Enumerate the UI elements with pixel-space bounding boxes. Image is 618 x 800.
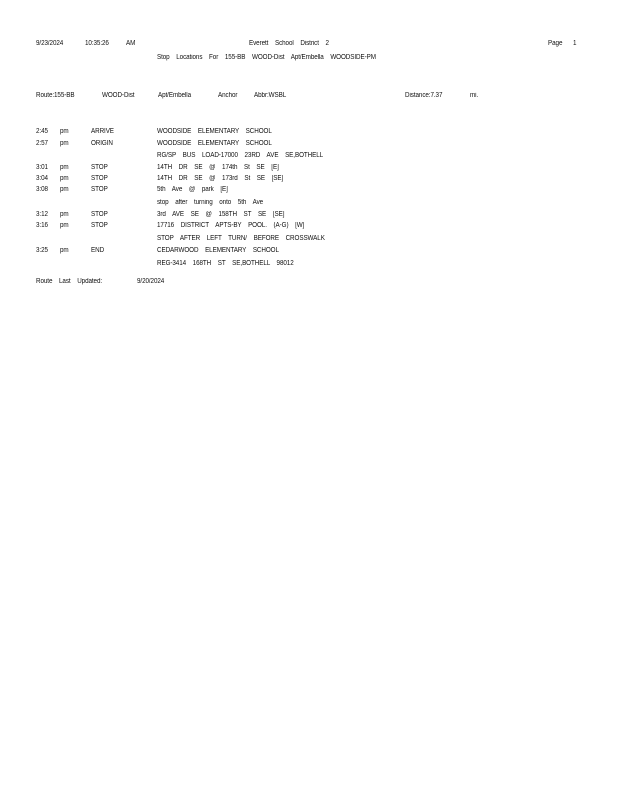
report-ampm: AM [126,40,136,47]
stop-type: STOP [91,222,108,229]
stop-type: ORIGIN [91,140,113,147]
stop-description: STOP AFTER LEFT TURN/ BEFORE CROSSWALK [157,235,325,242]
stop-description: WOODSIDE ELEMENTARY SCHOOL [157,140,272,147]
route-abbr: Abbr:WSBL [254,92,287,99]
stop-time: 3:08 [36,186,48,193]
route-id: Route:155-BB [36,92,75,99]
stop-time: 3:25 [36,247,48,254]
stop-description: 14TH DR SE @ 173rd St SE [SE] [157,175,284,182]
page-number: 1 [573,40,577,47]
page-label: Page [548,40,563,47]
report-date: 9/23/2024 [36,40,64,47]
stop-ampm: pm [60,222,69,229]
distance-unit: mi. [470,92,479,99]
stop-type: STOP [91,211,108,218]
stop-ampm: pm [60,140,69,147]
stop-time: 2:57 [36,140,48,147]
stop-description: WOODSIDE ELEMENTARY SCHOOL [157,128,272,135]
stop-time: 3:12 [36,211,48,218]
stop-description: 3rd AVE SE @ 158TH ST SE [SE] [157,211,285,218]
stop-description: stop after turning onto 5th Ave [157,199,264,206]
stop-type: END [91,247,105,254]
stop-ampm: pm [60,247,69,254]
report-time: 10:35:26 [85,40,109,47]
stop-time: 3:16 [36,222,48,229]
report-subtitle: Stop Locations For 155-BB WOOD-Dist Apt/Embella WOODSIDE-PM [157,54,376,61]
stop-description: CEDARWOOD ELEMENTARY SCHOOL [157,247,279,254]
route-apt: Apt/Embella [158,92,191,99]
stop-description: 14TH DR SE @ 174th St SE [E] [157,164,279,171]
stop-time: 3:04 [36,175,48,182]
stop-ampm: pm [60,164,69,171]
stop-description: 17716 DISTRICT APTS-BY POOL. (A-G) [W] [157,222,305,229]
stop-ampm: pm [60,175,69,182]
stop-ampm: pm [60,211,69,218]
stop-description: 5th Ave @ park [E] [157,186,228,193]
route-dist: WOOD-Dist [102,92,135,99]
district-title: Everett School District 2 [249,40,329,47]
stop-ampm: pm [60,186,69,193]
route-distance: Distance:7.37 [405,92,443,99]
stop-description: RG/SP BUS LOAD-17000 23RD AVE SE,BOTHELL [157,152,324,159]
stop-ampm: pm [60,128,69,135]
stop-time: 3:01 [36,164,48,171]
route-anchor: Anchor [218,92,238,99]
stop-time: 2:45 [36,128,48,135]
stop-type: STOP [91,186,108,193]
stop-type: STOP [91,175,108,182]
stop-description: REG-3414 168TH ST SE,BOTHELL 98012 [157,260,294,267]
stop-type: ARRIVE [91,128,114,135]
stop-type: STOP [91,164,108,171]
last-updated-date: 9/20/2024 [137,278,165,285]
last-updated-label: Route Last Updated: [36,278,103,285]
